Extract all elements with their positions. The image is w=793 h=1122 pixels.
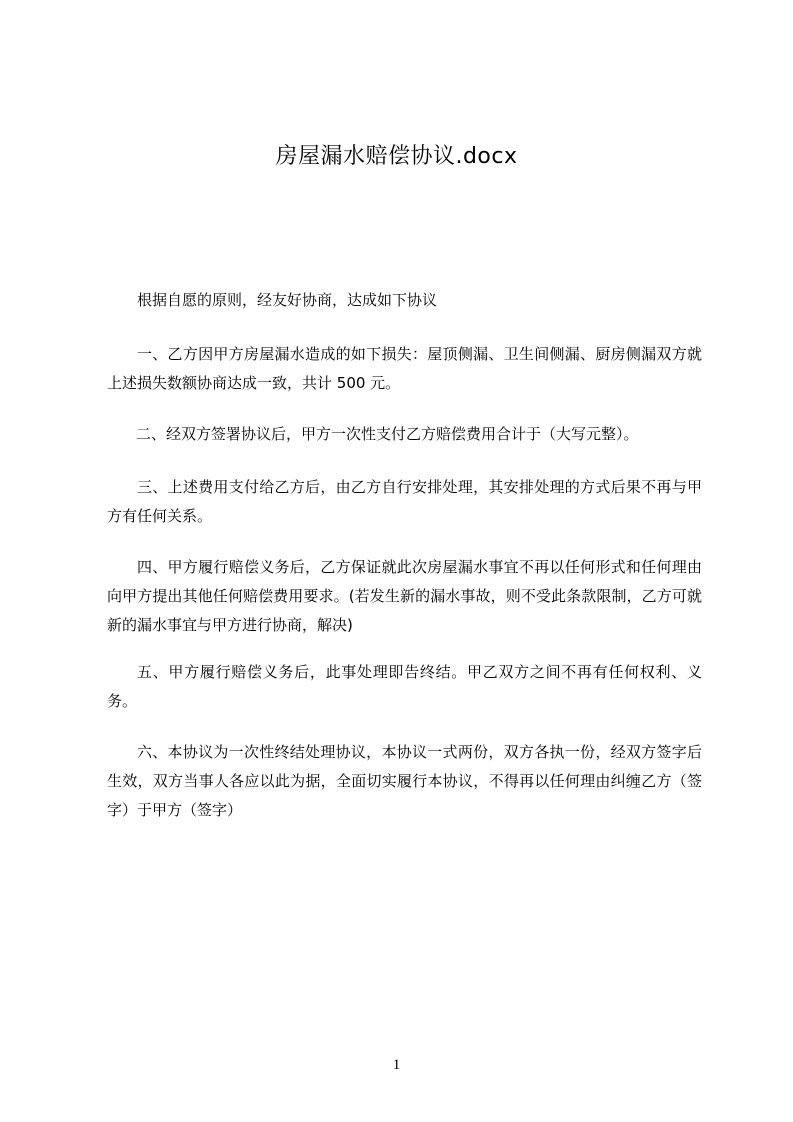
- page-number: 1: [392, 1057, 401, 1073]
- paragraph-clause-5: 五、甲方履行赔偿义务后，此事处理即告终结。甲乙双方之间不再有任何权利、义务。: [107, 663, 702, 710]
- paragraph-clause-3: 三、上述费用支付给乙方后，由乙方自行安排处理，其安排处理的方式后果不再与甲方有任何关系。: [107, 478, 702, 525]
- paragraph-clause-4: 四、甲方履行赔偿义务后，乙方保证就此次房屋漏水事宜不再以任何形式和任何理由向甲方提出其他任何赔偿费用要求。(若发生新的漏水事故，则不受此条款限制，乙方可就新的漏水事宜与甲方进行协商，解决): [107, 558, 702, 634]
- paragraph-intro: 根据自愿的原则，经友好协商，达成如下协议: [137, 291, 438, 309]
- document-title: 房屋漏水赔偿协议.docx: [275, 144, 518, 169]
- paragraph-clause-2: 二、经双方签署协议后，甲方一次性支付乙方赔偿费用合计于（大写元整）。: [136, 425, 639, 443]
- paragraph-clause-6: 六、本协议为一次性终结处理协议，本协议一式两份，双方各执一份，经双方签字后生效，双方当事人各应以此为据，全面切实履行本协议，不得再以任何理由纠缠乙方（签字）于甲方（签字）: [107, 743, 702, 819]
- paragraph-clause-1: 一、乙方因甲方房屋漏水造成的如下损失：屋顶侧漏、卫生间侧漏、厨房侧漏双方就上述损失数额协商达成一致，共计 500 元。: [107, 345, 702, 392]
